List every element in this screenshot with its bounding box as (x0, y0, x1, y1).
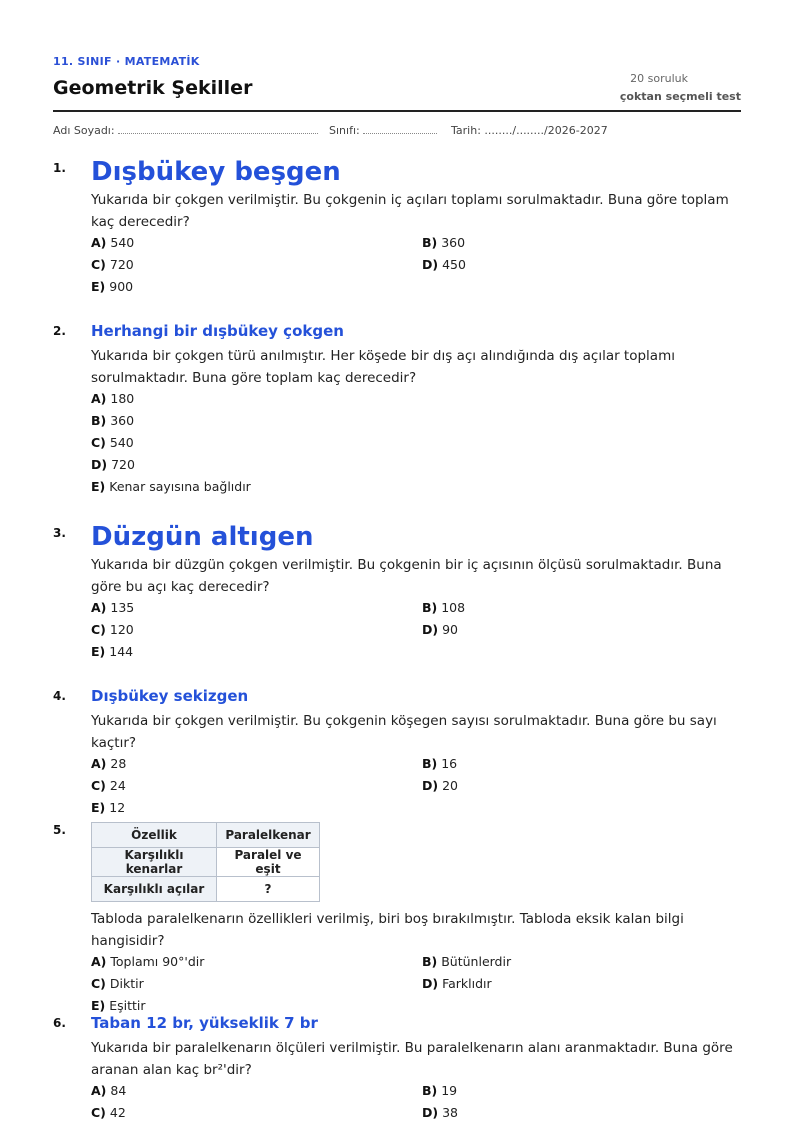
question-number: 3. (53, 526, 66, 540)
option-b[interactable]: B) 19 (422, 1083, 458, 1098)
options-list (91, 756, 743, 822)
question-stem: Yukarıda bir çokgen verilmiştir. Bu çokgenin köşegen sayısı sorulmaktadır. Buna göre bu sayı kaçtır? (91, 713, 717, 751)
option-a[interactable]: A) 135 (91, 600, 135, 615)
option-a[interactable]: A) 180 (91, 391, 135, 406)
option-d[interactable]: D) 720 (91, 457, 135, 472)
table-cell: Paralel ve eşit (217, 848, 320, 877)
class-label: Sınıfı: (329, 124, 360, 137)
question-number: 5. (53, 823, 66, 837)
options-list (91, 600, 743, 666)
question-stem: Yukarıda bir düzgün çokgen verilmiştir. Bu çokgenin bir iç açısının ölçüsü sorulmaktadır. Buna göre bu açı kaç derecedir? (91, 557, 722, 595)
option-b[interactable]: B) 16 (422, 756, 458, 771)
option-d[interactable]: D) 90 (422, 622, 458, 637)
option-d[interactable]: D) 450 (422, 257, 466, 272)
option-d[interactable]: D) 20 (422, 778, 458, 793)
name-blank[interactable] (118, 125, 318, 134)
question-heading: Dışbükey sekizgen (91, 687, 249, 705)
date-label: Tarih: ......../......../2026-2027 (451, 124, 608, 137)
question-number: 1. (53, 161, 66, 175)
option-c[interactable]: C) 720 (91, 257, 134, 272)
options-list (91, 954, 743, 1020)
option-a[interactable]: A) 84 (91, 1083, 127, 1098)
option-b[interactable]: B) 360 (91, 413, 135, 428)
option-a[interactable]: A) Toplamı 90°'dir (91, 954, 205, 969)
option-d[interactable]: D) Farklıdır (422, 976, 492, 991)
question-heading: Düzgün altıgen (91, 522, 314, 552)
question-number: 2. (53, 324, 66, 338)
test-type: çoktan seçmeli test (619, 90, 741, 103)
table-row (92, 848, 320, 877)
option-e[interactable]: E) Kenar sayısına bağlıdır (91, 479, 251, 494)
class-field[interactable] (329, 124, 437, 137)
table-header-row (92, 823, 320, 848)
grade-subject: 11. SINIF · MATEMATİK (53, 55, 200, 68)
option-a[interactable]: A) 540 (91, 235, 135, 250)
option-c[interactable]: C) 120 (91, 622, 134, 637)
question-heading: Herhangi bir dışbükey çokgen (91, 322, 344, 340)
question-stem: Yukarıda bir çokgen verilmiştir. Bu çokgenin iç açıları toplamı sorulmaktadır. Buna göre toplam kaç derecedir? (91, 192, 729, 230)
option-b[interactable]: B) Bütünlerdir (422, 954, 512, 969)
option-a[interactable]: A) 28 (91, 756, 127, 771)
option-e[interactable]: E) 144 (91, 644, 134, 659)
name-field[interactable] (53, 124, 318, 137)
header-divider (53, 110, 741, 112)
question-stem: Yukarıda bir çokgen türü anılmıştır. Her köşede bir dış açı alındığında dış açılar toplamı sorulmaktadır. Buna göre toplam kaç derecedir? (91, 348, 675, 386)
date-field[interactable] (451, 124, 608, 137)
properties-table (91, 822, 320, 902)
options-list (91, 1083, 743, 1123)
question-stem: Yukarıda bir paralelkenarın ölçüleri verilmiştir. Bu paralelkenarın alanı aranmaktadır. Buna göre aranan alan kaç br²'dir? (91, 1040, 733, 1078)
question-heading: Taban 12 br, yükseklik 7 br (91, 1014, 318, 1032)
option-e[interactable]: E) 12 (91, 800, 126, 815)
option-c[interactable]: C) 42 (91, 1105, 126, 1120)
table-header-cell: Paralelkenar (217, 823, 320, 848)
table-cell: ? (217, 877, 320, 902)
question-number: 6. (53, 1016, 66, 1030)
option-c[interactable]: C) 540 (91, 435, 134, 450)
question-heading: Dışbükey beşgen (91, 157, 341, 187)
table-header-cell: Özellik (92, 823, 217, 848)
options-list (91, 235, 743, 301)
option-b[interactable]: B) 360 (422, 235, 466, 250)
option-e[interactable]: E) Eşittir (91, 998, 146, 1013)
options-list (91, 391, 743, 501)
option-d[interactable]: D) 38 (422, 1105, 458, 1120)
question-number: 4. (53, 689, 66, 703)
option-c[interactable]: C) 24 (91, 778, 126, 793)
table-cell: Karşılıklı açılar (92, 877, 217, 902)
name-label: Adı Soyadı: (53, 124, 115, 137)
table-row (92, 877, 320, 902)
table-cell: Karşılıklı kenarlar (92, 848, 217, 877)
option-e[interactable]: E) 900 (91, 279, 134, 294)
option-b[interactable]: B) 108 (422, 600, 466, 615)
question-stem: Tabloda paralelkenarın özellikleri verilmiş, biri boş bırakılmıştır. Tabloda eksik kalan bilgi hangisidir? (91, 911, 684, 949)
page-title: Geometrik Şekiller (53, 77, 253, 99)
option-c[interactable]: C) Diktir (91, 976, 144, 991)
class-blank[interactable] (363, 125, 437, 134)
question-count: 20 soruluk (630, 72, 688, 85)
